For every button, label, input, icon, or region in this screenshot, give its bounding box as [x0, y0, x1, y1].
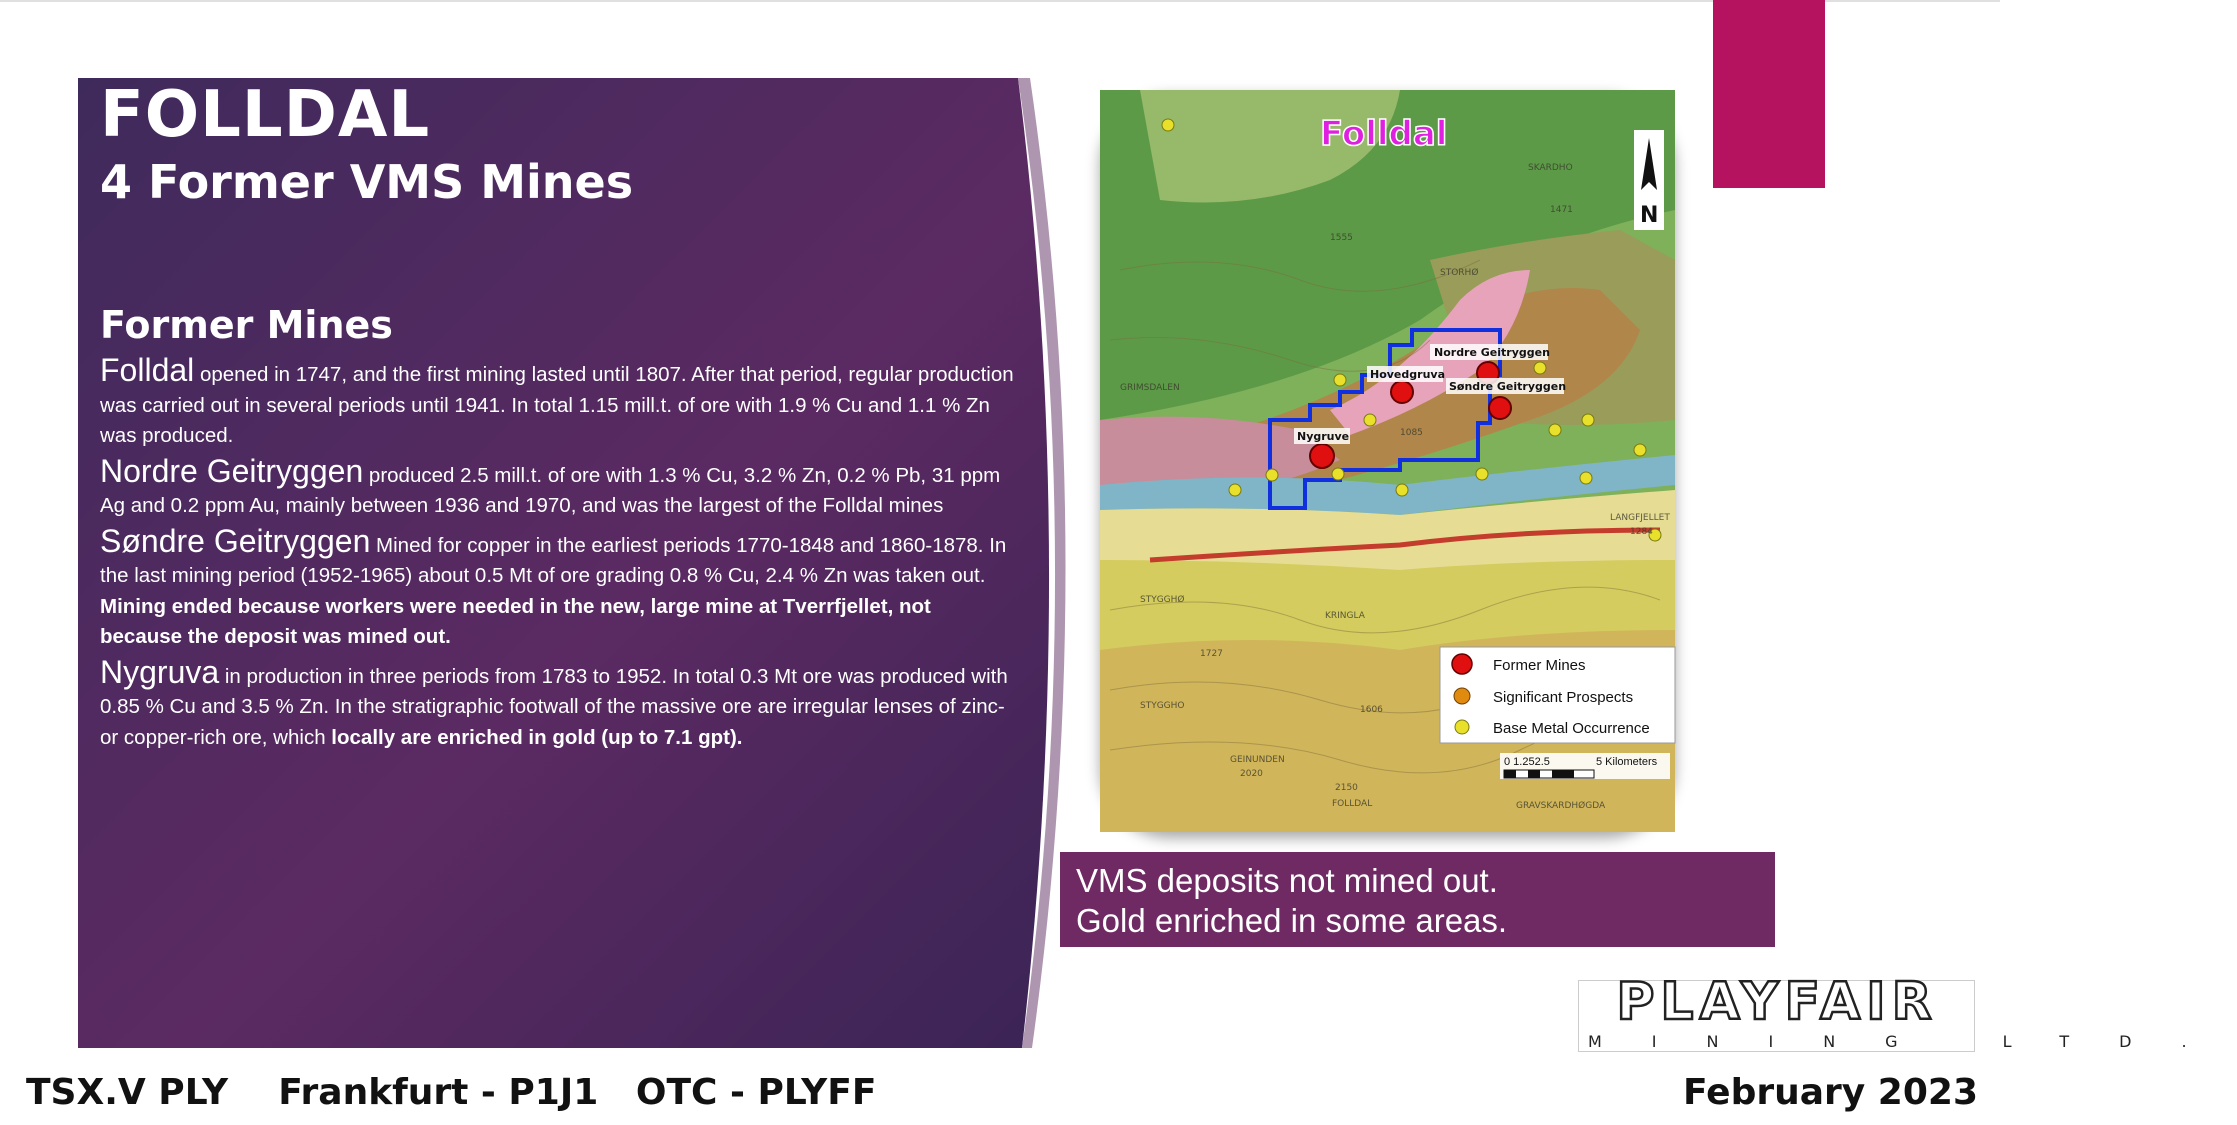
svg-text:GRAVSKARDHØGDA: GRAVSKARDHØGDA — [1516, 801, 1606, 811]
accent-bar — [1713, 0, 1825, 188]
geology-map — [1100, 90, 1675, 832]
mine-label-nordre: Nordre Geitryggen — [1434, 346, 1550, 359]
paragraph-sondre-geitryggen — [100, 522, 1015, 653]
company-logo-subtitle: MINING LTD. — [1588, 1032, 2237, 1051]
svg-text:STORHØ: STORHØ — [1440, 268, 1479, 278]
svg-text:FOLLDAL: FOLLDAL — [1332, 799, 1373, 809]
north-arrow-icon — [1634, 130, 1664, 230]
slide-title: FOLLDAL — [100, 78, 431, 152]
svg-text:LANGFJELLET: LANGFJELLET — [1610, 513, 1670, 523]
legend-former-mines: Former Mines — [1493, 657, 1586, 674]
map-drawing — [1100, 90, 1675, 832]
legend-base-metal-occurrence: Base Metal Occurrence — [1493, 720, 1650, 737]
svg-text:STYGGHØ: STYGGHØ — [1140, 595, 1185, 605]
former-mine-icon — [1452, 654, 1472, 674]
mine-marker — [1391, 381, 1413, 403]
map-title: Folldal — [1320, 114, 1448, 154]
callout-box — [1060, 852, 1775, 947]
svg-text:1284: 1284 — [1630, 527, 1653, 537]
svg-text:STYGGHO: STYGGHO — [1140, 701, 1185, 711]
svg-text:2020: 2020 — [1240, 769, 1263, 779]
paragraph-lead: Folldal — [100, 352, 195, 388]
mine-label-hovedgruva: Hovedgruva — [1370, 368, 1445, 381]
mine-marker — [1310, 444, 1334, 468]
paragraph-lead: Nygruva — [100, 653, 220, 690]
paragraph-nygruva — [100, 653, 1015, 754]
mine-label-sondre: Søndre Geitryggen — [1449, 380, 1567, 393]
date-footer: February 2023 — [1683, 1072, 1978, 1113]
paragraph-nordre-geitryggen — [100, 452, 1015, 522]
company-logo-wordmark: PLAYFAIR — [1616, 972, 1938, 1032]
svg-text:GEINUNDEN: GEINUNDEN — [1230, 755, 1285, 765]
paragraph-text: opened in 1747, and the first mining lasted until 1807. After that period, regular production was carried out in several periods until 1941. In total 1.15 mill.t. of ore with 1.9 % Cu and 1.1 % Zn was produced. — [100, 363, 1014, 447]
svg-text:1471: 1471 — [1550, 205, 1573, 215]
paragraph-lead: Nordre Geitryggen — [100, 452, 364, 489]
north-label: N — [1640, 203, 1659, 228]
slide-subtitle: 4 Former VMS Mines — [100, 155, 634, 209]
section-heading: Former Mines — [100, 303, 393, 347]
svg-text:KRINGLA: KRINGLA — [1325, 611, 1365, 621]
paragraph-lead: Søndre Geitryggen — [100, 522, 371, 559]
svg-text:1085: 1085 — [1400, 428, 1423, 438]
scale-end: 5 Kilometers — [1596, 756, 1658, 768]
legend-significant-prospects: Significant Prospects — [1493, 689, 1634, 706]
callout-line-2: Gold enriched in some areas. — [1076, 902, 1508, 939]
paragraph-text: produced 2.5 mill.t. of ore with 1.3 % Cu, 3.2 % Zn, 0.2 % Pb, 31 ppm Ag and 0.2 ppm Au, mainly between 1936 and 1970, and was the largest of the Folldal mines — [100, 463, 1001, 517]
svg-text:GRIMSDALEN: GRIMSDALEN — [1120, 383, 1180, 393]
paragraph-strong: Mining ended because workers were needed in the new, large mine at Tverrfjellet, not because the deposit was mined out. — [100, 594, 931, 648]
svg-text:SKARDHO: SKARDHO — [1528, 163, 1573, 173]
svg-text:1727: 1727 — [1200, 649, 1223, 659]
paragraph-text: Mined for copper in the earliest periods 1770-1848 and 1860-1878. In the last mining period (1952-1965) about 0.5 Mt of ore grading 0.8 % Cu, 2.4 % Zn was taken out. — [100, 533, 1007, 587]
scale-bar — [1500, 753, 1670, 779]
map-legend — [1440, 647, 1675, 743]
scale-ticks: 0 1.252.5 — [1504, 756, 1550, 768]
ticker-footer: TSX.V PLY Frankfurt - P1J1 OTC - PLYFF — [26, 1072, 877, 1113]
top-divider — [0, 0, 2000, 2]
svg-text:2150: 2150 — [1335, 783, 1358, 793]
occurrence-icon — [1455, 720, 1469, 734]
paragraph-folldal — [100, 352, 1015, 452]
callout-line-1: VMS deposits not mined out. — [1076, 862, 1498, 899]
svg-text:1555: 1555 — [1330, 233, 1353, 243]
mine-marker — [1489, 397, 1511, 419]
mine-label-nygruve: Nygruve — [1297, 430, 1350, 443]
svg-text:1606: 1606 — [1360, 705, 1383, 715]
paragraph-strong: locally are enriched in gold (up to 7.1 gpt). — [331, 725, 743, 749]
paragraph-text: in production in three periods from 1783 to 1952. In total 0.3 Mt ore was produced with 0.85 % Cu and 3.5 % Zn. In the stratigraphic footwall of the massive ore are irregular lenses of zinc- or copper-rich ore, which — [100, 664, 1008, 749]
prospect-icon — [1454, 688, 1470, 704]
mine-descriptions — [100, 352, 1015, 757]
